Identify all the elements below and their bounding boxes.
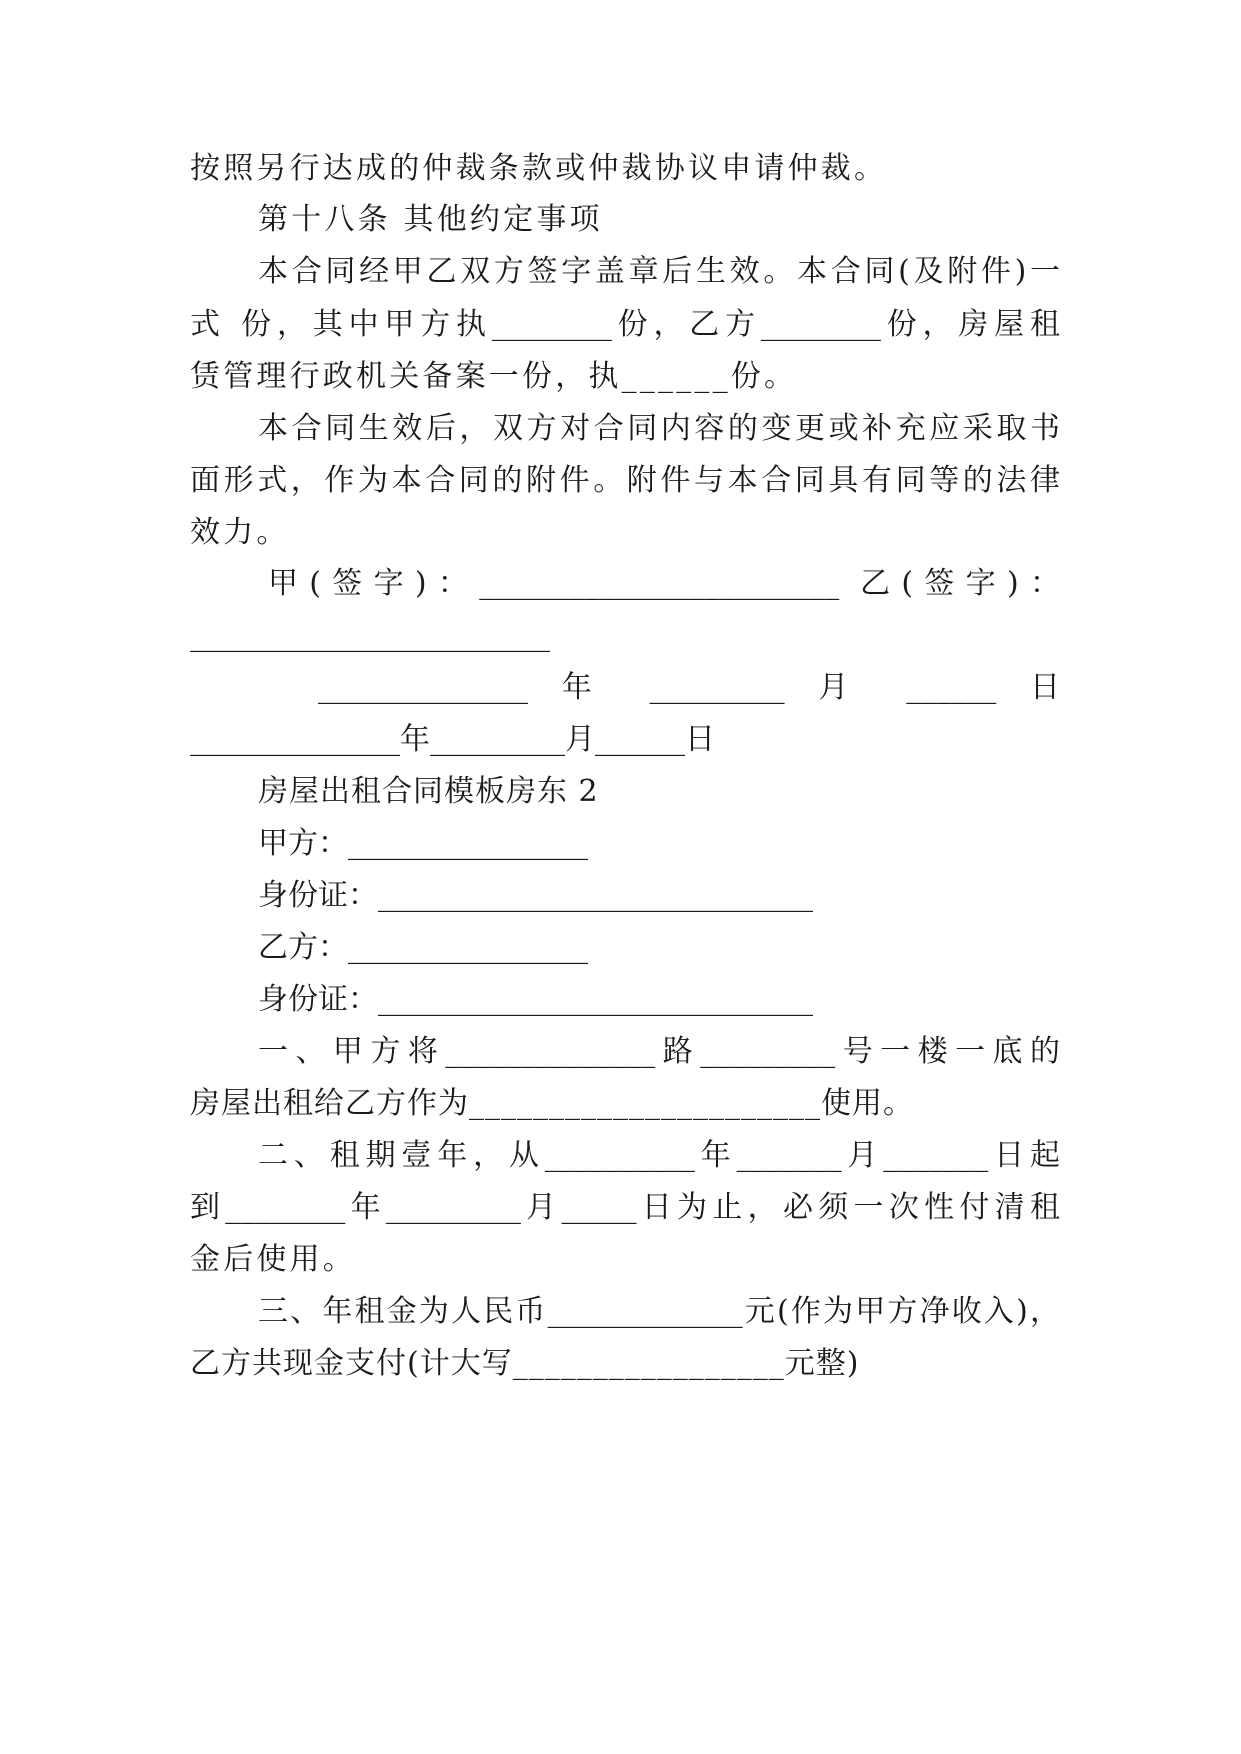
paragraph-line-arbitration: 按照另行达成的仲裁条款或仲裁协议申请仲裁。 [190,151,888,186]
clause-3-line-2: 乙方共现金支付(计大写_________________元整) [190,1346,860,1381]
clause-1-line-2: 房屋出租给乙方作为______________________使用。 [190,1086,914,1121]
article-18-heading: 第十八条 其他约定事项 [258,202,603,237]
date-line-party-a: ______________ 年 _________ 月 ______ 日 [318,670,1060,705]
party-b-id-field: 身份证：_____________________________ [258,982,813,1017]
clause-2-line-3: 金后使用。 [190,1242,356,1277]
section-title: 房屋出租合同模板房东 2 [258,774,599,809]
signature-line: 甲(签字)：________________________ 乙(签字)： [268,566,1060,601]
party-a-id-field: 身份证：_____________________________ [258,878,813,913]
party-b-field: 乙方：________________ [258,930,588,965]
paragraph-line-effective: 本合同经甲乙双方签字盖章后生效。本合同(及附件)一 [258,254,1060,289]
paragraph-line-attachment: 面形式，作为本合同的附件。附件与本合同具有同等的法律 [190,463,1060,498]
signature-blank-line: ________________________ [190,618,550,653]
clause-2-line-2: 到________年_________月_____日为止，必须一次性付清租 [190,1190,1060,1225]
paragraph-line-amendment: 本合同生效后，双方对合同内容的变更或补充应采取书 [258,411,1060,446]
clause-2-line-1: 二、租期壹年，从__________年_______月_______日起 [258,1138,1060,1173]
paragraph-line-copies: 式 份，其中甲方执________份，乙方________份，房屋租 [190,307,1060,342]
clause-1-line-1: 一、甲方将______________路_________号一楼一底的 [258,1034,1060,1069]
clause-3-line-1: 三、年租金为人民币_____________元(作为甲方净收入)， [258,1294,1060,1329]
party-a-field: 甲方：________________ [258,826,588,861]
paragraph-line-legal-effect: 效力。 [190,515,290,550]
date-line-party-b: ______________年_________月______日 [190,722,715,757]
paragraph-line-filing: 赁管理行政机关备案一份，执______份。 [190,359,798,394]
